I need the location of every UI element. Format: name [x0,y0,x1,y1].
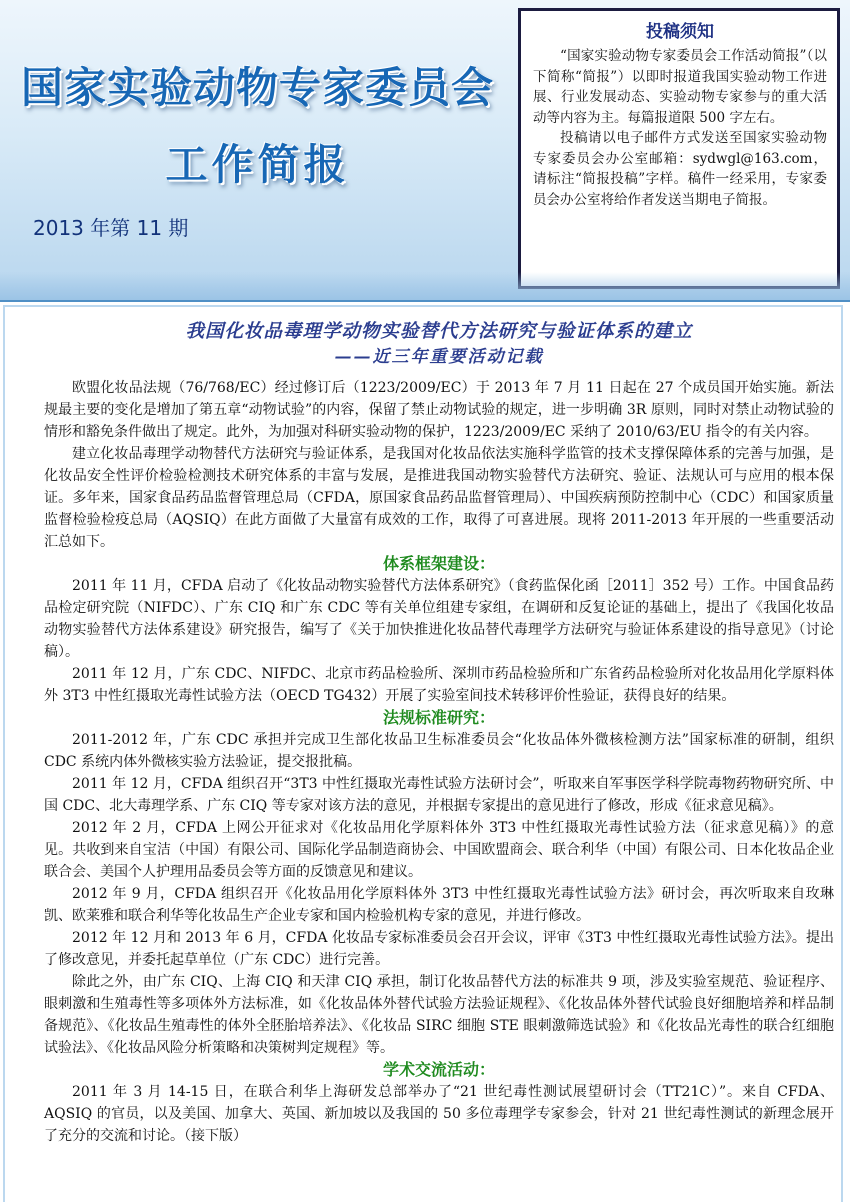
article [44,318,834,1147]
submission-notice-box [518,8,840,289]
section-paragraph: 2011 年 12 月，CFDA 组织召开“3T3 中性红摄取光毒性试验方法研讨会”，听取来自军事医学科学院毒物药物研究所、中国 CDC、北大毒理学系、广东 CIQ 等专家对该方法的意见，并根据专家提出的意见进行了修改，形成《征求意见稿》。 [44,776,834,814]
notice-paragraph: 投稿请以电子邮件方式发送至国家实验动物专家委员会办公室邮箱：sydwgl@163.com，请标注“简报投稿”字样。稿件一经采用，专家委员会办公室将给作者发送当期电子简报。 [533,130,827,208]
issue-number: 2013 年第 11 期 [33,216,189,240]
masthead [0,0,850,302]
section-heading-regulation: 法规标准研究： [382,708,495,727]
intro-paragraph: 欧盟化妆品法规（76/768/EC）经过修订后（1223/2009/EC）于 2013 年 7 月 11 日起在 27 个成员国开始实施。新法规最主要的变化是增加了第五章“动物试验”的内容，保留了禁止动物试验的规定，进一步明确 3R 原则，同时对禁止动物试验的情形和豁免条件做出了规定。此外，为加强对科研实验动物的保护，1223/2009/EC 采纳了 2010/63/EU 指令的有关内容。 [44,380,834,440]
publication-title: 国家实验动物专家委员会 [20,63,494,112]
intro-paragraph: 建立化妆品毒理学动物替代方法研究与验证体系，是我国对化妆品依法实施科学监管的技术支撑保障体系的完善与加强，是化妆品安全性评价检验检测技术研究体系的丰富与发展，是推进我国动物实验替代方法研究、验证、法规认可与应用的根本保证。多年来，国家食品药品监督管理总局（CFDA，原国家食品药品监督管理局）、中国疾病预防控制中心（CDC）和国家质量监督检验检疫总局（AQSIQ）在此方面做了大量富有成效的工作，取得了可喜进展。现将 2011-2013 年开展的一些重要活动汇总如下。 [44,446,834,550]
notice-title: 投稿须知 [646,22,714,42]
section-paragraph: 2011-2012 年，广东 CDC 承担并完成卫生部化妆品卫生标准委员会“化妆品体外微核检测方法”国家标准的研制，组织 CDC 系统内体外微核实验方法验证，提交报批稿。 [44,732,834,770]
section-paragraph: 2012 年 9 月，CFDA 组织召开《化妆品用化学原料体外 3T3 中性红摄取光毒性试验方法》研讨会，再次听取来自玫琳凯、欧莱雅和联合利华等化妆品生产企业专家和国内检验机构专家的意见，并进行修改。 [44,886,834,924]
section-heading-exchange: 学术交流活动： [382,1060,495,1079]
section-paragraph: 2011 年 3 月 14-15 日，在联合利华上海研发总部举办了“21 世纪毒性测试展望研讨会（TT21C）”。来自 CFDA、AQSIQ 的官员，以及美国、加拿大、英国、新加坡以及我国的 50 多位毒理学专家参会，针对 21 世纪毒性测试的新理念展开了充分的交流和讨论。（接下版） [44,1084,834,1144]
notice-paragraph: “国家实验动物专家委员会工作活动简报”（以下简称“简报”）以即时报道我国实验动物工作进展、行业发展动态、实验动物专家参与的重大活动等内容为主。每篇报道限 500 字左右。 [533,48,827,126]
section-paragraph: 2012 年 12 月和 2013 年 6 月，CFDA 化妆品专家标准委员会召开会议，评审《3T3 中性红摄取光毒性试验方法》。提出了修改意见，并委托起草单位（广东 CDC）进行完善。 [44,930,834,968]
section-paragraph: 除此之外，由广东 CIQ、上海 CIQ 和天津 CIQ 承担，制订化妆品替代方法的标准共 9 项，涉及实验室规范、验证程序、眼刺激和生殖毒性等多项体外方法标准，如《化妆品体外替代试验方法验证规程》、《化妆品体外替代试验良好细胞培养和样品制备规范》、《化妆品生殖毒性的体外全胚胎培养法》、《化妆品 SIRC 细胞 STE 眼刺激筛选试验》和《化妆品光毒性的联合红细胞试验法》、《化妆品风险分析策略和决策树判定规程》等。 [44,974,834,1056]
publication-subtitle: 工作简报 [165,140,350,189]
article-headline: 我国化妆品毒理学动物实验替代方法研究与验证体系的建立 [185,321,693,342]
section-paragraph: 2012 年 2 月，CFDA 上网公开征求对《化妆品用化学原料体外 3T3 中性红摄取光毒性试验方法（征求意见稿）》的意见。共收到来自宝洁（中国）有限公司、国际化学品制造商协会、中国欧盟商会、联合利华（中国）有限公司、日本化妆品企业联合会、美国个人护理用品委员会等方面的反馈意见和建议。 [44,820,834,880]
section-heading-framework: 体系框架建设： [382,554,495,573]
section-paragraph: 2011 年 12 月，广东 CDC、NIFDC、北京市药品检验所、深圳市药品检验所和广东省药品检验所对化妆品用化学原料体外 3T3 中性红摄取光毒性试验方法（OECD TG432）开展了实验室间技术转移评价性验证，获得良好的结果。 [44,666,834,704]
article-subheadline: ——近三年重要活动记载 [334,347,544,367]
section-paragraph: 2011 年 11 月，CFDA 启动了《化妆品动物实验替代方法体系研究》（食药监保化函［2011］352 号）工作。中国食品药品检定研究院（NIFDC）、广东 CIQ 和广东 CDC 等有关单位组建专家组，在调研和反复论证的基础上，提出了《我国化妆品动物实验替代方法体系建设》研究报告，编写了《关于加快推进化妆品替代毒理学方法研究与验证体系建设的指导意见》（讨论稿）。 [44,578,834,660]
